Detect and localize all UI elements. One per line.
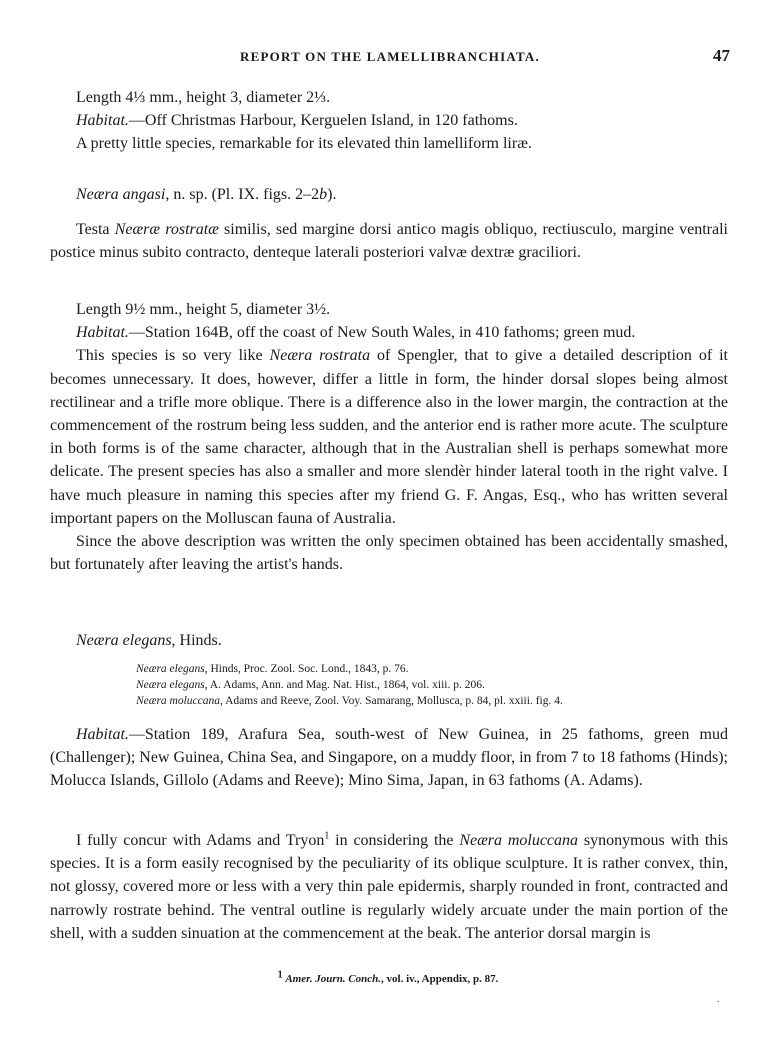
description-paragraph: This species is so very like Neæra rostrata of Spengler, that to give a detailed description of it becomes unnecessary. It does, however, differ a little in form, the hinder dorsal slopes being almost rectilinear and a trifle more oblique. There is a difference also in the lower margin, the contraction at the commencement of the rostrum being less sudden, and the anterior end is rather more acute. The sculpture in both forms is of the same character, although that in the Australian shell is perhaps somewhat more delicate. The present species has also a smaller and more slendèr hinder lateral tooth in the right valve. I have much pleasure in naming this species after my friend G. F. Angas, Esq., who has written several important papers on the Molluscan fauna of Australia.: [50, 347, 729, 527]
habitat-text: —Station 164B, off the coast of New South Wales, in 410 fathoms; green mud.: [128, 324, 636, 342]
compared-species-name: Neæra rostrata: [269, 347, 371, 365]
running-title: REPORT ON THE LAMELLIBRANCHIATA.: [240, 49, 540, 64]
habitat-label: Habitat.: [76, 726, 129, 743]
synonymy-entry: Neæra elegans, A. Adams, Ann. and Mag. Nat. Hist., 1864, vol. xiii. p. 206.: [136, 679, 485, 691]
habitat-text: —Off Christmas Harbour, Kerguelen Island, in 120 fathoms.: [128, 112, 518, 130]
footnote-text: , vol. iv., Appendix, p. 87.: [381, 973, 499, 985]
habitat-line: [50, 109, 728, 132]
footnote-ref: 1: [324, 830, 330, 842]
page-number: 47: [713, 46, 730, 65]
note-paragraph: Since the above description was written the only specimen obtained has been accidentally smashed, but fortunately after leaving the artist's hands.: [50, 533, 728, 574]
synonym-name: Neæra moluccana: [459, 832, 579, 849]
species-plate-ref-close: ).: [327, 186, 337, 203]
synonymy-entry: Neæra moluccana, Adams and Reeve, Zool. Voy. Samarang, Mollusca, p. 84, pl. xxiii. fig. 4.: [136, 695, 563, 707]
latin-diagnosis: Testa Neæræ rostratæ similis, sed margine dorsi antico magis obliquo, rectiusculo, margine ventrali postice minus subito contracto, denteque laterali posteriori valvæ dextræ graciliori.: [50, 221, 728, 262]
synonymy-entry: Neæra elegans, Hinds, Proc. Zool. Soc. Lond., 1843, p. 76.: [136, 663, 409, 675]
remark-line: A pretty little species, remarkable for its elevated thin lamelliform liræ.: [76, 135, 532, 153]
species-name: Neæra elegans: [76, 632, 172, 649]
habitat-paragraph: [50, 723, 728, 793]
elegans-discussion-paragraph: I fully concur with Adams and Tryon$^1$ in considering the Neæra moluccana synonymous with this species. It is a form easily recognised by the peculiarity of its oblique sculpture. It is rather convex, thin, not glossy, covered more or less with a very thin pale epidermis, sharply rounded in front, contracted and narrowly rostrate behind. The ventral outline is regularly widely arcuate under the main portion of the shell, with a sudden sinuation at the commencement at the beak. The anterior dorsal margin is: [50, 830, 729, 942]
habitat-label: Habitat.: [76, 112, 129, 130]
block-previous-species: [50, 86, 728, 156]
block-angasi-description: [50, 298, 728, 576]
footnote: [0, 969, 776, 985]
plate-fig-letter: b: [319, 186, 328, 203]
block-elegans-habitat: [50, 723, 728, 793]
running-head: [50, 46, 730, 68]
dimensions-line: Length 4⅓ mm., height 3, diameter 2⅓.: [76, 89, 331, 106]
stray-mark: .: [717, 994, 720, 1005]
footnote-number: 1: [277, 969, 283, 981]
dimensions-line: Length 9½ mm., height 5, diameter 3½.: [76, 301, 331, 318]
habitat-label: Habitat.: [76, 324, 129, 342]
species-heading-angasi: [50, 183, 728, 206]
synonymy-list: [136, 661, 736, 709]
latin-text: similis, sed margine dorsi antico magis obliquo, rectiusculo, margine ventrali postice minus subito contracto, denteque laterali posteriori valvæ dextræ graciliori.: [50, 221, 728, 262]
habitat-text: —Station 189, Arafura Sea, south-west of New Guinea, in 25 fathoms, green mud (Challenger); New Guinea, China Sea, and Singapore, on a muddy floor, in from 7 to 18 fathoms (Hinds); Molucca Islands, Gillolo (Adams and Reeve); Mino Sima, Japan, in 63 fathoms (A. Adams).: [50, 726, 728, 790]
species-plate-ref: , n. sp. (Pl. IX. figs. 2–2: [165, 186, 320, 203]
species-heading-elegans: [50, 629, 728, 652]
footnote-journal: Amer. Journ. Conch.: [285, 973, 382, 985]
latin-species-name: Neæræ rostratæ: [114, 221, 219, 238]
species-name: Neæra angasi: [76, 186, 166, 203]
species-author: , Hinds.: [171, 632, 222, 649]
habitat-line: [50, 321, 728, 344]
